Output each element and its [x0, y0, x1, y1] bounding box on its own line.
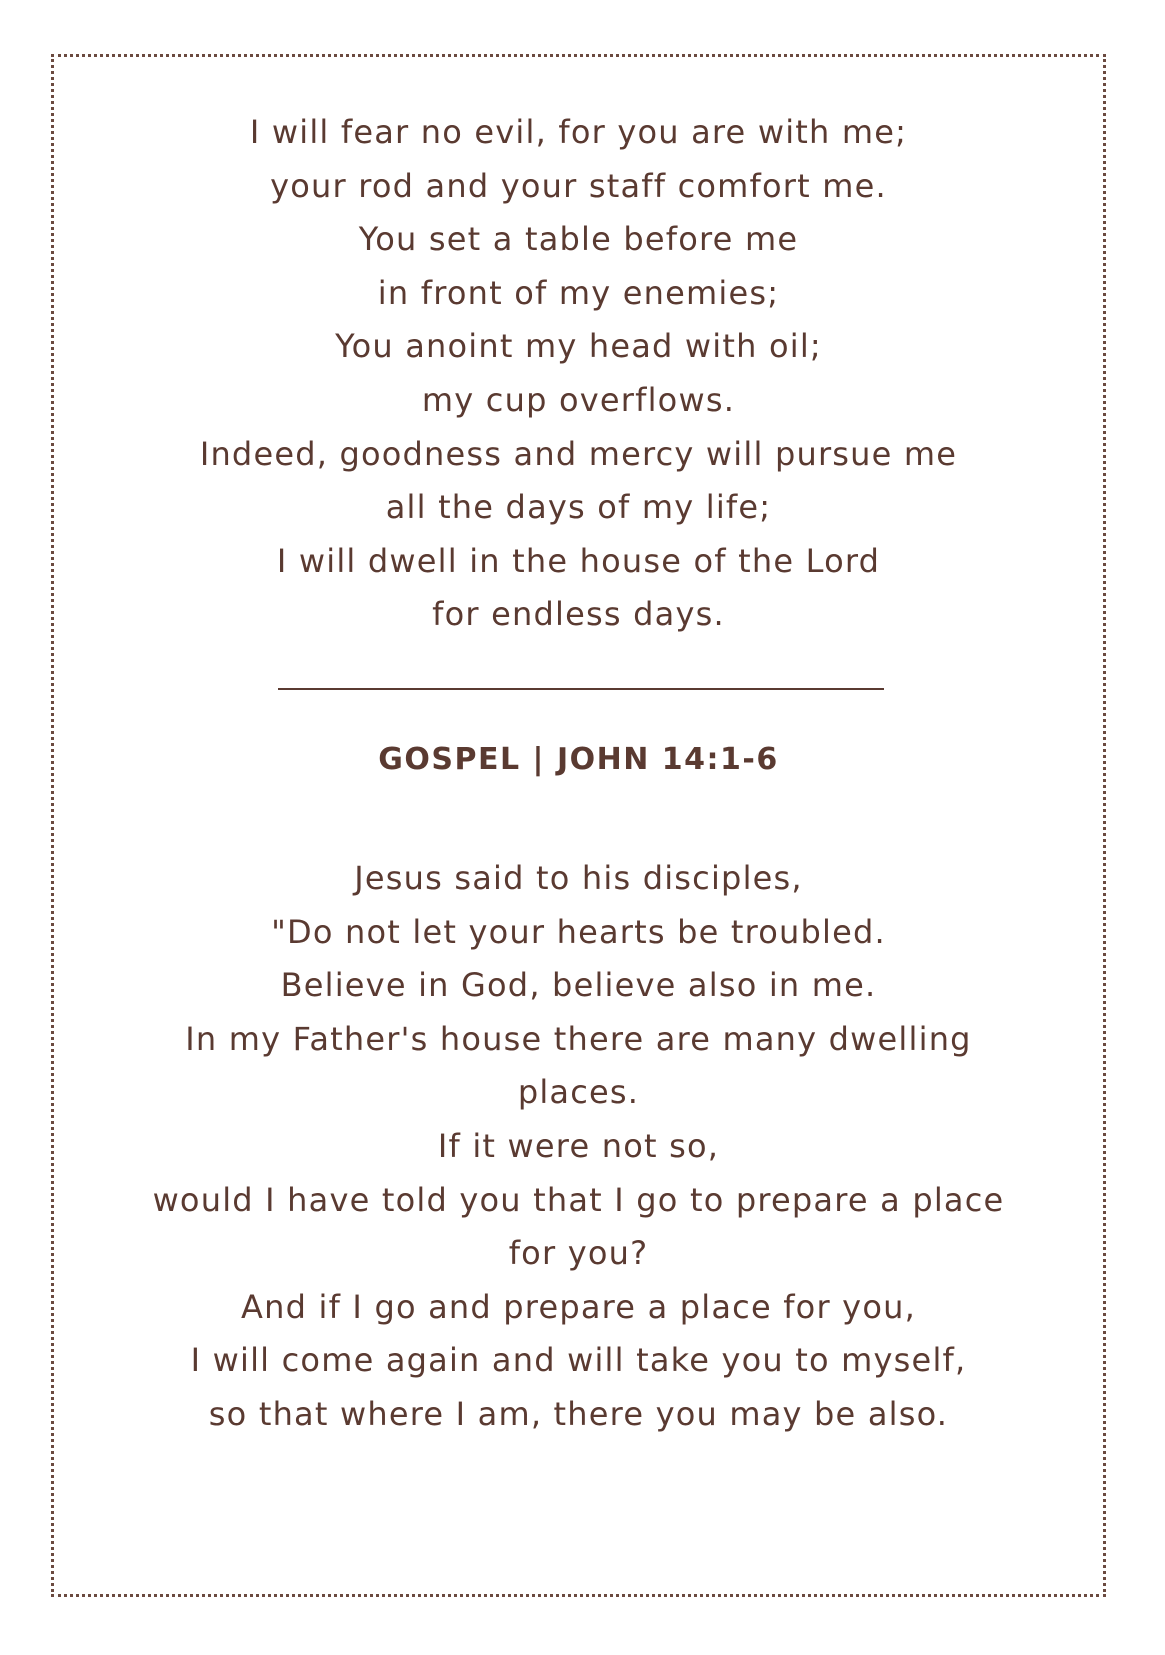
psalm-line: You anoint my head with oil; [335, 327, 822, 366]
gospel-line: I will come again and will take you to myself, [190, 1341, 967, 1380]
gospel-line: Jesus said to his disciples, [354, 859, 803, 897]
psalm-line: I will fear no evil, for you are with me; [249, 113, 908, 151]
gospel-heading: GOSPEL | JOHN 14:1-6 [378, 742, 779, 777]
gospel-line: so that where I am, there you may be also. [208, 1394, 949, 1433]
psalm-line: my cup overflows. [421, 380, 736, 419]
psalm-line: all the days of my life; [385, 488, 772, 527]
gospel-line: Believe in God, believe also in me. [280, 966, 877, 1005]
psalm-line: Indeed, goodness and mercy will pursue me [199, 434, 958, 473]
psalm-line: your rod and your staff comfort me. [270, 166, 887, 205]
gospel-line: And if I go and prepare a place for you, [241, 1287, 916, 1326]
gospel-line: In my Father's house there are many dwelling [185, 1019, 972, 1058]
gospel-line: "Do not let your hearts be troubled. [271, 912, 886, 951]
psalm-line: in front of my enemies; [377, 273, 780, 312]
psalm-line: You set a table before me [358, 220, 799, 259]
gospel-line: If it were not so, [437, 1126, 720, 1165]
gospel-line: places. [517, 1073, 640, 1112]
psalm-passage [51, 106, 1106, 642]
section-divider [278, 688, 884, 690]
gospel-passage [51, 852, 1106, 1442]
psalm-line: for endless days. [432, 595, 725, 634]
gospel-line: for you? [508, 1234, 649, 1273]
psalm-line: I will dwell in the house of the Lord [276, 541, 881, 580]
gospel-line: would I have told you that I go to prepare a place [152, 1180, 1005, 1219]
